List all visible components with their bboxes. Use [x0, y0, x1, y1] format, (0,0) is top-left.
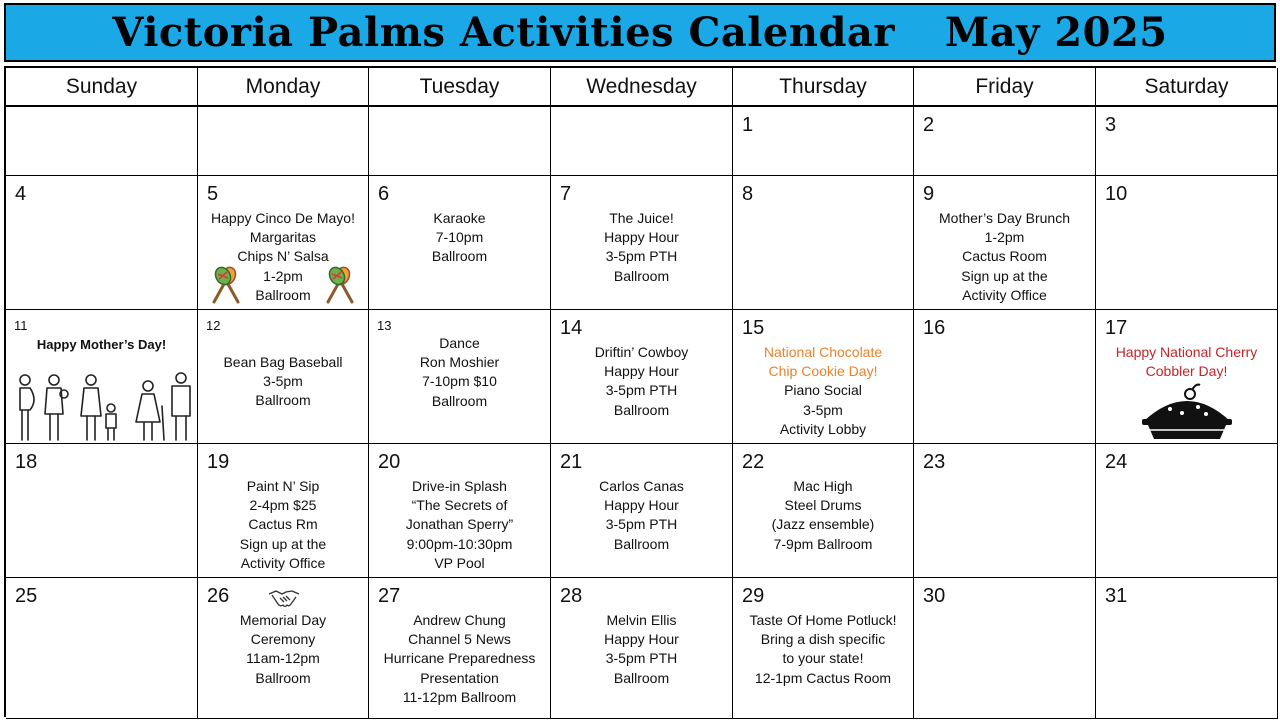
calendar-title	[112, 9, 1167, 56]
day-number: 16	[923, 317, 946, 339]
day-cell-14	[551, 310, 733, 444]
event-line: Drive-in Splash	[412, 478, 507, 494]
event-line: Margaritas	[249, 229, 317, 246]
event-line: Sign up at the	[239, 535, 327, 552]
day-number: 18	[15, 451, 38, 473]
day-number: 20	[378, 451, 401, 473]
event-line: Ballroom	[255, 669, 311, 686]
day-cell-12	[198, 310, 369, 444]
event-line: 3-5pm	[803, 401, 843, 418]
event-line-highlight: Cobbler Day!	[1145, 363, 1228, 380]
day-cell-3	[1096, 107, 1278, 176]
event-line: Happy Hour	[604, 363, 679, 380]
day-number: 15	[742, 317, 765, 339]
day-cell-1	[733, 107, 914, 176]
day-number: 27	[378, 585, 401, 607]
day-cell-17	[1096, 310, 1278, 444]
day-number: 7	[560, 183, 572, 205]
event-line: Chips N’ Salsa	[237, 248, 329, 265]
event-text	[198, 477, 368, 573]
event-line: Ballroom	[613, 669, 670, 686]
day-cell-4	[6, 176, 198, 310]
event-line: Jonathan Sperry”	[405, 516, 514, 533]
event-line: 11am-12pm	[246, 650, 320, 667]
event-text	[369, 334, 550, 411]
empty-day-cell	[198, 107, 369, 176]
event-line: Driftin’ Cowboy	[594, 344, 689, 360]
day-cell-16	[914, 310, 1096, 444]
event-line: Paint N’ Sip	[246, 478, 320, 494]
day-cell-26	[198, 578, 369, 719]
day-cell-22	[733, 444, 914, 578]
day-cell-28	[551, 578, 733, 719]
day-cell-2	[914, 107, 1096, 176]
day-number: 3	[1105, 114, 1117, 136]
calendar-grid	[4, 66, 1276, 717]
event-line: 3-5pm PTH	[605, 516, 678, 533]
event-line: 9:00pm-10:30pm	[406, 535, 513, 552]
day-number: 10	[1105, 183, 1128, 205]
event-line: “The Secrets of	[411, 497, 508, 514]
event-line: Carlos Canas	[599, 478, 684, 494]
event-line: Ballroom	[255, 392, 311, 409]
event-line: Hurricane Preparedness	[383, 650, 536, 667]
event-line-highlight: Happy National Cherry	[1115, 344, 1258, 360]
day-number: 19	[207, 451, 230, 473]
event-text	[733, 477, 913, 554]
calendar-month: May 2025	[944, 9, 1168, 56]
day-cell-31	[1096, 578, 1278, 719]
day-number: 31	[1105, 585, 1128, 607]
event-line: 3-5pm PTH	[605, 382, 678, 399]
day-number: 11	[14, 318, 28, 333]
event-line: Ballroom	[613, 535, 670, 552]
event-line: 2-4pm $25	[249, 497, 317, 514]
weekday-header-sunday: Sunday	[6, 68, 198, 107]
event-text	[733, 611, 913, 688]
day-cell-18	[6, 444, 198, 578]
day-number: 22	[742, 451, 765, 473]
day-number: 12	[206, 318, 221, 333]
event-line: Steel Drums	[784, 497, 862, 514]
maracas-icon	[206, 266, 246, 306]
empty-day-cell	[369, 107, 551, 176]
event-line: Channel 5 News	[408, 631, 511, 648]
event-line: Activity Lobby	[779, 420, 867, 437]
event-line: Cactus Rm	[248, 516, 318, 533]
title-bar	[4, 3, 1276, 62]
event-line-highlight: National Chocolate	[763, 344, 883, 360]
event-text	[1096, 343, 1277, 381]
day-number: 2	[923, 114, 935, 136]
event-line: 3-5pm PTH	[605, 248, 678, 265]
event-line: Happy Cinco De Mayo!	[211, 210, 355, 226]
day-cell-21	[551, 444, 733, 578]
day-number: 5	[207, 183, 219, 205]
event-line: Happy Hour	[604, 229, 679, 246]
day-cell-10	[1096, 176, 1278, 310]
day-cell-25	[6, 578, 198, 719]
event-text	[551, 209, 732, 286]
event-line: Activity Office	[962, 286, 1047, 303]
day-cell-11	[6, 310, 198, 444]
event-line: Ballroom	[613, 401, 670, 418]
weekday-header-monday: Monday	[198, 68, 369, 107]
event-line: Ron Moshier	[419, 354, 500, 371]
event-line: 3-5pm PTH	[605, 650, 678, 667]
day-number: 24	[1105, 451, 1128, 473]
event-text	[733, 343, 913, 439]
cherry-pie-icon	[1140, 383, 1234, 441]
day-cell-30	[914, 578, 1096, 719]
event-line: Ballroom	[255, 286, 311, 303]
event-line: Bean Bag Baseball	[223, 354, 343, 370]
event-line: Dance	[439, 335, 480, 351]
day-cell-7	[551, 176, 733, 310]
event-line: Mother’s Day Brunch	[939, 210, 1070, 226]
event-line: Andrew Chung	[413, 612, 506, 628]
empty-day-cell	[6, 107, 198, 176]
day-number: 14	[560, 317, 583, 339]
day-number: 28	[560, 585, 583, 607]
event-line: Happy Mother’s Day!	[36, 337, 167, 352]
day-cell-19	[198, 444, 369, 578]
event-line: Piano Social	[784, 382, 862, 399]
weekday-header-tuesday: Tuesday	[369, 68, 551, 107]
event-line: VP Pool	[434, 554, 485, 571]
maracas-icon	[320, 266, 360, 306]
event-text	[551, 477, 732, 554]
day-number: 21	[560, 451, 583, 473]
event-line: Ballroom	[613, 267, 670, 284]
event-line: Ceremony	[250, 631, 316, 648]
day-cell-15	[733, 310, 914, 444]
event-text	[914, 209, 1095, 305]
day-cell-20	[369, 444, 551, 578]
event-text	[369, 477, 550, 573]
day-cell-6	[369, 176, 551, 310]
event-line: 7-9pm Ballroom	[773, 535, 873, 552]
event-line: Ballroom	[431, 392, 488, 409]
event-text	[369, 611, 550, 707]
day-number: 9	[923, 183, 935, 205]
event-line: to your state!	[782, 650, 864, 667]
event-line: Bring a dish specific	[760, 631, 886, 648]
day-cell-8	[733, 176, 914, 310]
event-line: 11-12pm Ballroom	[402, 688, 517, 705]
event-line: Memorial Day	[239, 612, 327, 628]
calendar-name: Victoria Palms Activities Calendar	[112, 9, 895, 56]
weekday-header-wednesday: Wednesday	[551, 68, 733, 107]
event-line: Taste Of Home Potluck!	[749, 612, 897, 628]
event-text	[198, 611, 368, 688]
day-number: 25	[15, 585, 38, 607]
event-line: Activity Office	[240, 554, 326, 571]
day-number: 29	[742, 585, 765, 607]
day-number: 13	[377, 318, 392, 333]
event-line: 1-2pm	[984, 229, 1025, 246]
day-number: 17	[1105, 317, 1128, 339]
day-cell-29	[733, 578, 914, 719]
weekday-header-friday: Friday	[914, 68, 1096, 107]
event-line: 1-2pm	[263, 267, 303, 284]
day-number: 26	[207, 585, 230, 607]
event-line: Happy Hour	[604, 631, 679, 648]
day-number: 6	[378, 183, 390, 205]
event-line: Mac High	[793, 478, 853, 494]
day-number: 4	[15, 183, 27, 205]
event-line: (Jazz ensemble)	[771, 516, 875, 533]
event-line: Happy Hour	[604, 497, 679, 514]
day-cell-5	[198, 176, 369, 310]
event-line: Ballroom	[431, 248, 488, 265]
day-cell-13	[369, 310, 551, 444]
empty-day-cell	[551, 107, 733, 176]
event-line: Karaoke	[433, 210, 486, 226]
event-line: Cactus Room	[962, 248, 1047, 265]
weekday-header-thursday: Thursday	[733, 68, 914, 107]
event-line: The Juice!	[609, 210, 674, 226]
event-text	[6, 335, 197, 354]
day-cell-9	[914, 176, 1096, 310]
day-number: 1	[742, 114, 754, 136]
weekday-header-saturday: Saturday	[1096, 68, 1278, 107]
event-line: Melvin Ellis	[606, 612, 677, 628]
family-icon	[8, 372, 194, 444]
event-text	[198, 353, 368, 411]
day-number: 23	[923, 451, 946, 473]
event-line: 3-5pm	[263, 373, 303, 390]
day-cell-23	[914, 444, 1096, 578]
handshake-icon	[268, 588, 300, 610]
day-cell-24	[1096, 444, 1278, 578]
event-text	[551, 343, 732, 420]
day-number: 8	[742, 183, 754, 205]
event-text	[551, 611, 732, 688]
day-number: 30	[923, 585, 946, 607]
event-line: Presentation	[420, 669, 499, 686]
event-line: 7-10pm $10	[422, 373, 497, 390]
event-text	[369, 209, 550, 267]
event-line: 7-10pm	[435, 229, 484, 246]
event-line: 12-1pm Cactus Room	[754, 669, 892, 686]
event-line: Sign up at the	[961, 267, 1048, 284]
day-cell-27	[369, 578, 551, 719]
event-line-highlight: Chip Cookie Day!	[768, 363, 878, 380]
